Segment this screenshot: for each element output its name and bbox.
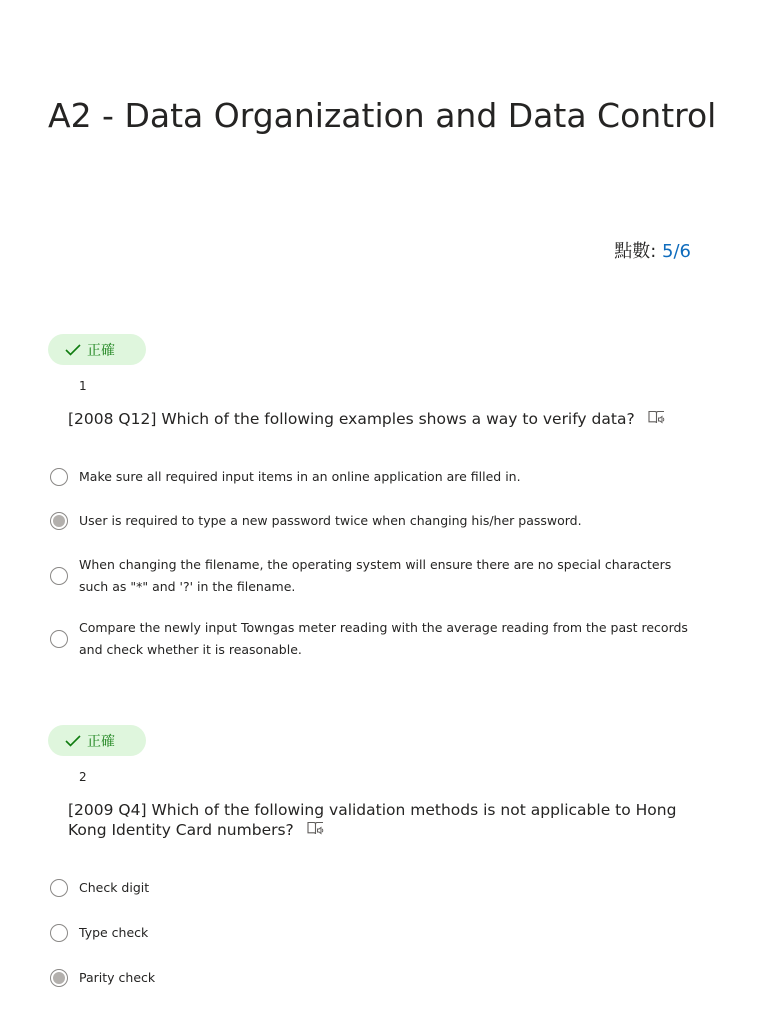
answer-option[interactable] [50,617,700,661]
score-label: 點數: [614,241,657,262]
radio-button-selected[interactable] [50,969,68,987]
answer-option[interactable] [50,554,700,598]
check-icon [65,344,81,356]
option-label: When changing the filename, the operating system will ensure there are no special characters such as "*" and '?' in the filename. [79,557,672,594]
correct-badge [48,725,146,756]
question-text [68,800,698,841]
option-label: Parity check [79,970,156,985]
answer-option[interactable] [50,877,700,899]
score-value: 5/6 [662,241,691,262]
option-label: Type check [79,925,149,940]
answer-option[interactable] [50,922,700,944]
question-number: 2 [79,770,87,784]
radio-button-selected[interactable] [50,512,68,530]
status-text: 正確 [87,733,115,750]
question-text [68,409,698,430]
option-label: Make sure all required input items in an online application are filled in. [79,469,521,484]
radio-button[interactable] [50,630,68,648]
correct-badge [48,334,146,365]
radio-button[interactable] [50,468,68,486]
option-label: Check digit [79,880,150,895]
option-label: Compare the newly input Towngas meter reading with the average reading from the past records and check whether it is reasonable. [79,620,688,657]
question-number: 1 [79,379,87,393]
radio-button[interactable] [50,924,68,942]
question-text-content: [2008 Q12] Which of the following examples shows a way to verify data? [68,410,635,428]
status-text: 正確 [87,342,115,359]
answer-option[interactable] [50,967,700,989]
radio-button[interactable] [50,567,68,585]
check-icon [65,735,81,747]
page-title: A2 - Data Organization and Data Control [48,96,717,135]
immersive-reader-icon[interactable] [648,409,666,430]
answer-option[interactable] [50,510,700,532]
score-display [614,239,691,265]
question-text-content: [2009 Q4] Which of the following validation methods is not applicable to Hong Kong Identity Card numbers? [68,801,677,839]
option-label: User is required to type a new password twice when changing his/her password. [79,513,582,528]
radio-button[interactable] [50,879,68,897]
answer-option[interactable] [50,466,700,488]
immersive-reader-icon[interactable] [307,820,325,841]
